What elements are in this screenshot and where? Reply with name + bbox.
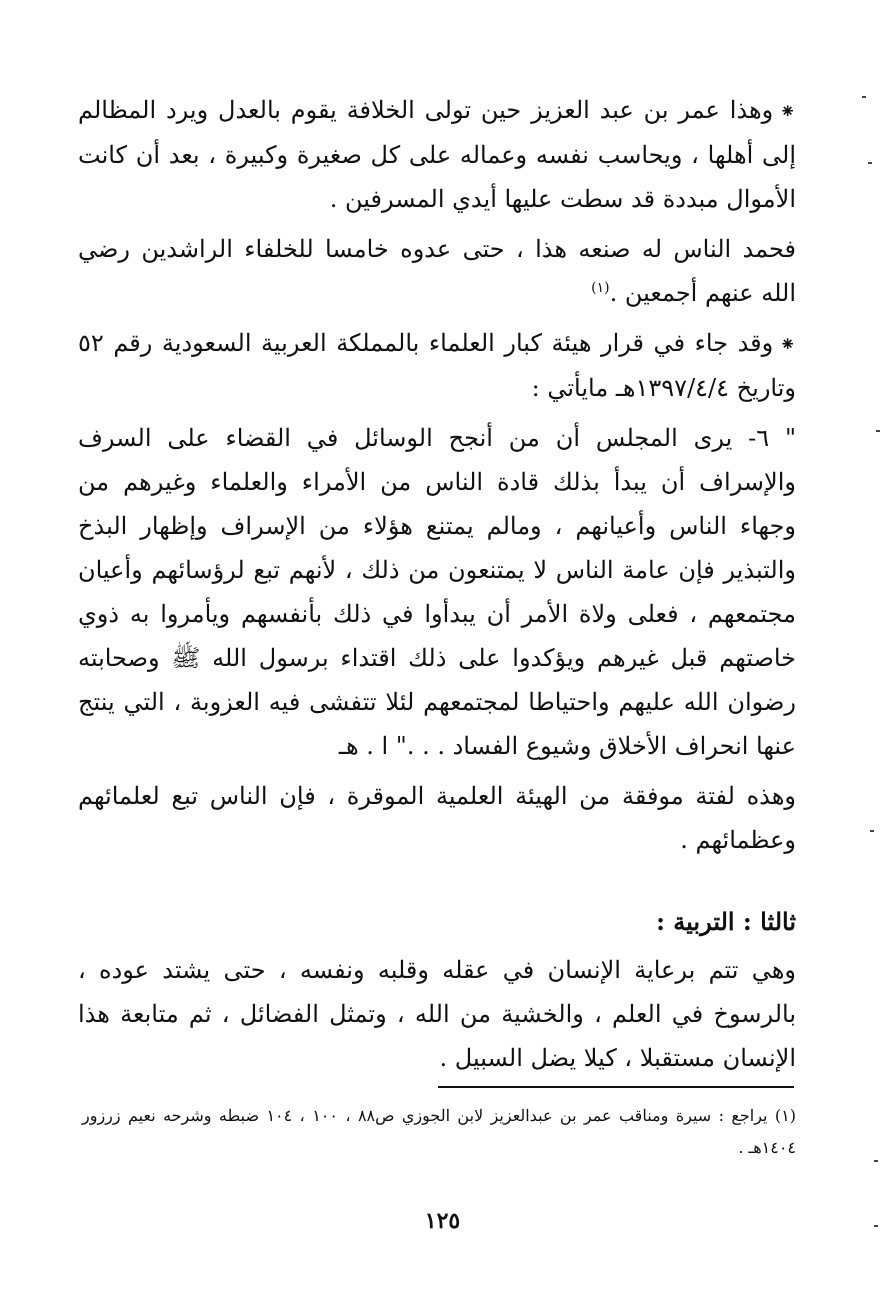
scan-speck bbox=[874, 1225, 878, 1227]
scan-speck bbox=[876, 430, 880, 432]
footnote-divider bbox=[438, 1086, 794, 1088]
footnote bbox=[82, 1100, 796, 1164]
scan-speck bbox=[874, 1160, 878, 1162]
paragraph-text: وهذا عمر بن عبد العزيز حين تولى الخلافة يقوم بالعدل ويرد المظالم إلى أهلها ، ويحاسب نفسه وعماله على كل صغيرة وكبيرة ، بعد أن كانت الأموال مبددة قد سطت عليها أيدي المسرفين . bbox=[78, 96, 796, 213]
star-marker: ⁕ bbox=[779, 332, 796, 356]
star-marker: ⁕ bbox=[779, 99, 796, 123]
paragraph-text: وهي تتم برعاية الإنسان في عقله وقلبه ونفسه ، حتى يشتد عوده ، بالرسوخ في العلم ، والخشية من الله ، وتمثل الفضائل ، ثم متابعة هذا الإنسان مستقبلا ، كيلا يضل السبيل . bbox=[78, 956, 796, 1072]
page-body bbox=[78, 88, 796, 1086]
page-number: ١٢٥ bbox=[424, 1208, 461, 1234]
footnote-reference[interactable]: (١) bbox=[591, 280, 610, 296]
scan-speck bbox=[868, 162, 872, 164]
paragraph-council-decision bbox=[78, 321, 796, 410]
scan-speck bbox=[870, 830, 874, 832]
scan-speck bbox=[862, 96, 866, 98]
paragraph-umar-justice bbox=[78, 88, 796, 221]
paragraph-council-quote bbox=[78, 416, 796, 768]
paragraph-education bbox=[78, 948, 796, 1080]
footnote-number: (١) bbox=[774, 1106, 796, 1125]
paragraph-commentary bbox=[78, 774, 796, 862]
paragraph-people-praise bbox=[78, 227, 796, 315]
section-heading: ثالثا : التربية : bbox=[656, 907, 796, 936]
footnote-text: يراجع : سيرة ومناقب عمر بن عبدالعزيز لابن الجوزي ص٨٨ ، ١٠٠ ، ١٠٤ ضبطه وشرحه نعيم زرزور ١٤٠٤هـ . bbox=[82, 1106, 796, 1157]
paragraph-text: فحمد الناس له صنعه هذا ، حتى عدوه خامسا للخلفاء الراشدين رضي الله عنهم أجمعين . bbox=[78, 235, 796, 307]
paragraph-text: وقد جاء في قرار هيئة كبار العلماء بالمملكة العربية السعودية رقم ٥٢ وتاريخ ١٣٩٧/٤/٤هـ مايأتي : bbox=[78, 329, 796, 402]
paragraph-text: وهذه لفتة موفقة من الهيئة العلمية الموقرة ، فإن الناس تبع لعلمائهم وعظمائهم . bbox=[78, 782, 796, 854]
quoted-text: " ٦- يرى المجلس أن من أنجح الوسائل في القضاء على السرف والإسراف أن يبدأ بذلك قادة الناس من الأمراء والعلماء وغيرهم من وجهاء الناس وأعيانهم ، ومالم يمتنع هؤلاء من الإسراف وإظهار البذخ والتبذير فإن عامة الناس لا يمتنعون من ذلك ، لأنهم تبع لرؤسائهم وأعيان مجتمعهم ، فعلى ولاة الأمر أن يبدأوا في ذلك بأنفسهم ويأمروا به ذوي خاصتهم قبل غيرهم ويؤكدوا على ذلك اقتداء برسول الله ﷺ وصحابته رضوان الله عليهم واحتياطا لمجتمعهم لئلا تتفشى فيه العزوبة ، التي ينتج عنها انحراف الأخلاق وشيوع الفساد . . ." ا . هـ bbox=[78, 424, 796, 760]
